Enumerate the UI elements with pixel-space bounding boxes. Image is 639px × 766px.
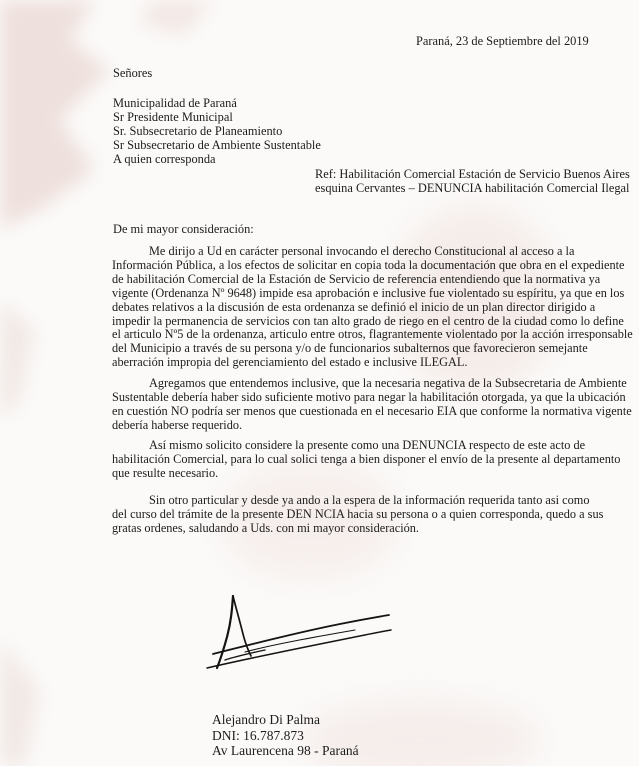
- paragraph-line: Información Pública, a los efectos de solicitar en copia toda la documentación que obra en el expediente: [112, 257, 625, 272]
- signer-address: Av Laurencena 98 - Paraná: [212, 743, 359, 758]
- recipient-line: Sr Presidente Municipal: [113, 110, 233, 124]
- paragraph-line: vigente (Ordenanza Nº 9648) impide esa aprobación e inclusive fue violentado su espíritu, ya que en los: [112, 285, 625, 300]
- paragraph-line: aberración impropia del gerenciamiento del estado e inclusive ILEGAL.: [112, 355, 468, 370]
- body-paragraph: [112, 376, 632, 433]
- paragraph-line: debates relativos a la discusión de esta ordenanza se definió el inicio de un plan director dirigido a: [112, 299, 596, 314]
- reference-text: esquina Cervantes – DENUNCIA habilitación Comercial Ilegal: [315, 181, 630, 195]
- handwritten-signature: [205, 582, 395, 682]
- paragraph-line: Agregamos que entendemos inclusive, que la necesaria negativa de la Subsecretaria de Ambiente: [149, 376, 627, 390]
- reference-line: [315, 167, 630, 195]
- paragraph-line: de habilitación Comercial de la Estación de Servicio de referencia entendiendo que la normativa ya: [112, 271, 601, 286]
- greeting: Señores: [113, 66, 153, 80]
- paragraph-line: debería haberse requerido.: [112, 417, 243, 432]
- paragraph-line: del Municipio a través de su persona y/o de funcionarios subalternos que favorecieron semejante: [112, 341, 588, 356]
- paragraph-line: el articulo Nº5 de la ordenanza, articulo entre otros, flagrantemente violentado por la acción irresponsable: [112, 327, 633, 342]
- body-paragraph: [112, 438, 621, 481]
- reference-text: Ref: Habilitación Comercial Estación de Servicio Buenos Aires: [315, 167, 630, 181]
- paragraph-line: Me dirijo a Ud en carácter personal invocando el derecho Constitucional al acceso a la: [149, 244, 575, 258]
- recipient-line: Municipalidad de Paraná: [113, 96, 237, 110]
- recipient-list: [113, 96, 321, 166]
- paragraph-line: impedir la permanencia de servicios con tan alto grado de riego en el centro de la ciudad como lo define: [112, 313, 624, 328]
- letter-date: Paraná, 23 de Septiembre del 2019: [416, 34, 589, 48]
- signature-block: [212, 712, 359, 759]
- paragraph-line: habilitación Comercial, para lo cual solici tenga a bien disponer el envío de la presente al departamento: [112, 451, 621, 466]
- body-paragraph: [112, 244, 633, 370]
- paragraph-line: en cuestión NO podría ser menos que cuestionada en el necesario EIA que conforme la normativa vigente: [112, 403, 632, 418]
- paragraph-line: gratas ordenes, saludando a Uds. con mi mayor consideración.: [112, 520, 419, 535]
- recipient-line: Sr Subsecretario de Ambiente Sustentable: [113, 138, 321, 152]
- recipient-line: A quien corresponda: [113, 152, 216, 166]
- paragraph-line: Sin otro particular y desde ya ando a la espera de la información requerida tanto asi como: [149, 493, 590, 507]
- paragraph-line: Sustentable debería haber sido suficiente motivo para negar la habilitación otorgada, ya que la ubicación: [112, 389, 626, 404]
- signer-name: Alejandro Di Palma: [212, 712, 320, 727]
- paragraph-line: que resulte necesario.: [112, 465, 219, 480]
- recipient-line: Sr. Subsecretario de Planeamiento: [113, 124, 283, 138]
- paragraph-line: Así mismo solicito considere la presente como una DENUNCIA respecto de este acto de: [149, 438, 586, 452]
- paragraph-line: del curso del trámite de la presente DEN NCIA hacia su persona o a quien corresponda, quedo a sus: [112, 506, 604, 521]
- signer-dni: DNI: 16.787.873: [212, 727, 304, 743]
- salutation: De mi mayor consideración:: [113, 222, 254, 236]
- body-paragraph: [112, 493, 604, 536]
